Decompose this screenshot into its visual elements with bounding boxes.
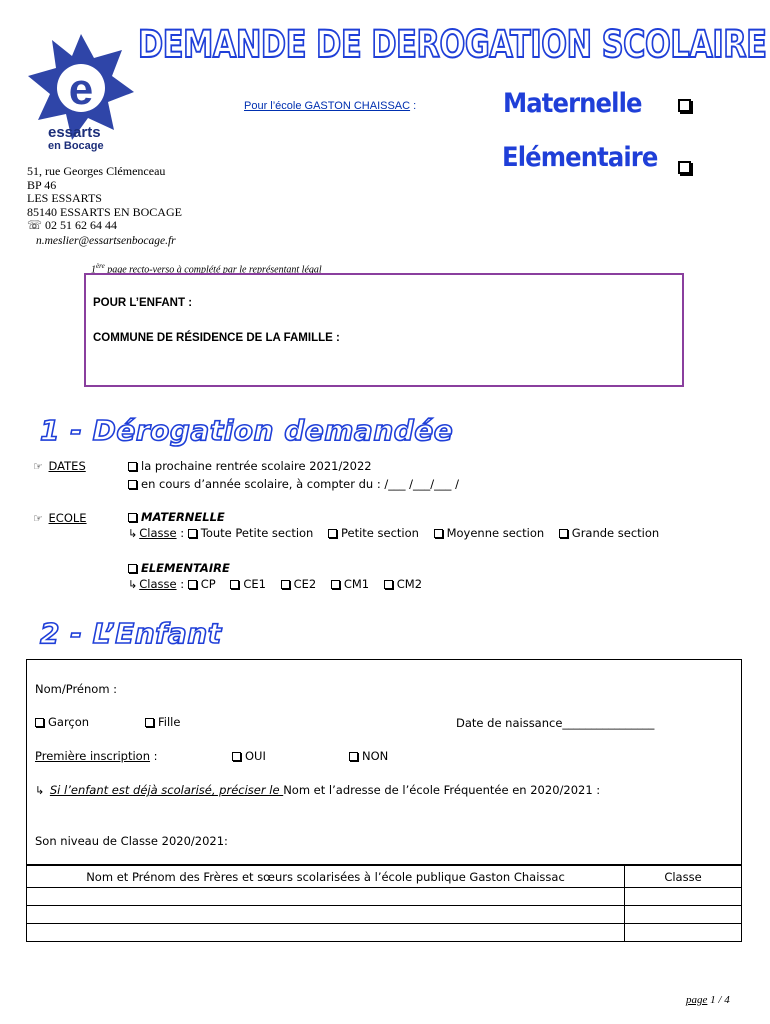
- class-option[interactable]: CE2: [293, 577, 317, 591]
- arrow-down-right-icon: ↳: [35, 784, 45, 797]
- oui-option[interactable]: [232, 749, 266, 763]
- birthdate-field[interactable]: Date de naissance________________: [456, 716, 655, 730]
- table-cell[interactable]: [625, 924, 742, 942]
- page-count: 1 / 4: [707, 994, 730, 1006]
- maternelle-label: MATERNELLE: [141, 510, 225, 524]
- recto-ordinal-sup: ère: [96, 262, 105, 270]
- elementaire-classes-row: ↳ Classe : CP CE1 CE2 CM1 CM2: [128, 577, 423, 591]
- address-line: LES ESSARTS: [27, 191, 102, 206]
- checkbox-icon[interactable]: [434, 529, 443, 538]
- premiere-colon: :: [150, 749, 158, 763]
- school-name: Pour l’école GASTON CHAISSAC: [244, 100, 411, 112]
- class-option[interactable]: Moyenne section: [446, 526, 545, 540]
- previous-school-row: [35, 783, 600, 797]
- phone-icon: ☏: [27, 218, 43, 233]
- class-option[interactable]: CE1: [243, 577, 266, 591]
- checkbox-icon[interactable]: [232, 752, 241, 761]
- garcon-label: Garçon: [48, 715, 90, 729]
- address-line: 85140 ESSARTS EN BOCAGE: [27, 204, 182, 219]
- school-line: [244, 100, 416, 112]
- table-cell[interactable]: [625, 906, 742, 924]
- checkbox-icon[interactable]: [145, 718, 154, 727]
- school-colon: :: [410, 100, 417, 112]
- nom-prenom-label: Nom/Prénom :: [35, 682, 118, 696]
- table-cell[interactable]: [27, 924, 625, 942]
- class-option[interactable]: Grande section: [571, 526, 660, 540]
- classe-label: Classe: [139, 577, 177, 591]
- classe-label: Classe: [139, 526, 177, 540]
- checkbox-icon[interactable]: [188, 580, 197, 589]
- table-cell[interactable]: [27, 906, 625, 924]
- pointing-hand-icon: ☞: [33, 460, 43, 473]
- ecole-label-row: [33, 511, 87, 525]
- address-line: BP 46: [27, 177, 57, 192]
- checkbox-icon[interactable]: [128, 513, 137, 522]
- checkbox-icon[interactable]: [384, 580, 393, 589]
- logo-line1: essarts: [48, 124, 101, 141]
- checkbox-icon[interactable]: [128, 564, 137, 573]
- date-option-next-year[interactable]: [128, 459, 372, 473]
- arrow-down-right-icon: ↳: [128, 527, 138, 540]
- date-option2-label: en cours d’année scolaire, à compter du : /___ /___/___ /: [141, 477, 459, 491]
- address-block: [27, 165, 182, 233]
- address-line: 51, rue Georges Clémenceau: [27, 164, 166, 178]
- pointing-hand-icon: ☞: [33, 512, 43, 525]
- checkbox-icon[interactable]: [128, 462, 137, 471]
- recto-text: page recto-verso à complété par le représentant légal: [104, 264, 322, 276]
- checkbox-icon[interactable]: [281, 580, 290, 589]
- page-title: DEMANDE DE DEROGATION SCOLAIRE: [138, 23, 767, 66]
- table-row: [27, 906, 742, 924]
- phone-line: [27, 219, 182, 233]
- date-option1-label: la prochaine rentrée scolaire 2021/2022: [141, 459, 372, 473]
- siblings-table: [26, 865, 742, 942]
- checkbox-icon[interactable]: [128, 480, 137, 489]
- elementaire-option[interactable]: [128, 561, 230, 575]
- class-level-label: Son niveau de Classe 2020/2021:: [35, 834, 228, 848]
- checkbox-icon[interactable]: [331, 580, 340, 589]
- table-row: [27, 888, 742, 906]
- table-header-row: [27, 866, 742, 888]
- section2-heading: 2 - L’Enfant: [40, 617, 222, 650]
- page-word: page: [686, 994, 708, 1006]
- elementaire-label: ELEMENTAIRE: [141, 561, 230, 575]
- level-elementaire: Elémentaire: [502, 142, 658, 173]
- date-option-during-year[interactable]: [128, 477, 459, 491]
- premiere-label: Première inscription: [35, 749, 151, 763]
- maternelle-checkbox[interactable]: [678, 99, 691, 112]
- section1-heading: 1 - Dérogation demandée: [40, 414, 454, 447]
- table-row: [27, 924, 742, 942]
- level-maternelle: Maternelle: [503, 88, 642, 119]
- non-option[interactable]: [349, 749, 388, 763]
- child-residence-box: [84, 273, 684, 387]
- garcon-option[interactable]: [35, 715, 89, 729]
- previous-school-prefix: Si l’enfant est déjà scolarisé, préciser le: [49, 783, 284, 797]
- checkbox-icon[interactable]: [35, 718, 44, 727]
- class-option[interactable]: Toute Petite section: [200, 526, 314, 540]
- logo-letter: e: [68, 65, 94, 114]
- fille-option[interactable]: [145, 715, 180, 729]
- checkbox-icon[interactable]: [559, 529, 568, 538]
- arrow-down-right-icon: ↳: [128, 578, 138, 591]
- phone-number: 02 51 62 64 44: [45, 218, 118, 233]
- residence-label: COMMUNE DE RÉSIDENCE DE LA FAMILLE :: [93, 332, 340, 344]
- maternelle-classes-row: ↳ Classe : Toute Petite section Petite section Moyenne section Grande section: [128, 526, 660, 540]
- checkbox-icon[interactable]: [328, 529, 337, 538]
- col-header-name: Nom et Prénom des Frères et sœurs scolarisées à l’école publique Gaston Chaissac: [27, 866, 625, 888]
- child-label: POUR L’ENFANT :: [93, 297, 193, 309]
- checkbox-icon[interactable]: [188, 529, 197, 538]
- non-label: NON: [362, 749, 389, 763]
- oui-label: OUI: [245, 749, 266, 763]
- class-option[interactable]: CM2: [396, 577, 423, 591]
- previous-school-text: Nom et l’adresse de l’école Fréquentée en 2020/2021 :: [283, 783, 601, 797]
- recto-ordinal: 1: [91, 264, 96, 276]
- class-option[interactable]: Petite section: [340, 526, 419, 540]
- fille-label: Fille: [158, 715, 181, 729]
- class-option[interactable]: CP: [200, 577, 216, 591]
- email-address: n.meslier@essartsenbocage.fr: [36, 235, 176, 247]
- table-cell[interactable]: [625, 888, 742, 906]
- page-number: [686, 994, 730, 1006]
- col-header-class: Classe: [625, 866, 742, 888]
- table-cell[interactable]: [27, 888, 625, 906]
- checkbox-icon[interactable]: [349, 752, 358, 761]
- checkbox-icon[interactable]: [230, 580, 239, 589]
- premiere-inscription-row: [35, 749, 158, 763]
- class-option[interactable]: CM1: [343, 577, 370, 591]
- maternelle-option[interactable]: [128, 510, 225, 524]
- ecole-label: ECOLE: [48, 511, 87, 525]
- elementaire-checkbox[interactable]: [678, 161, 691, 174]
- dates-label-row: [33, 459, 86, 473]
- dates-label: DATES: [48, 459, 86, 473]
- logo-line2: en Bocage: [48, 140, 104, 152]
